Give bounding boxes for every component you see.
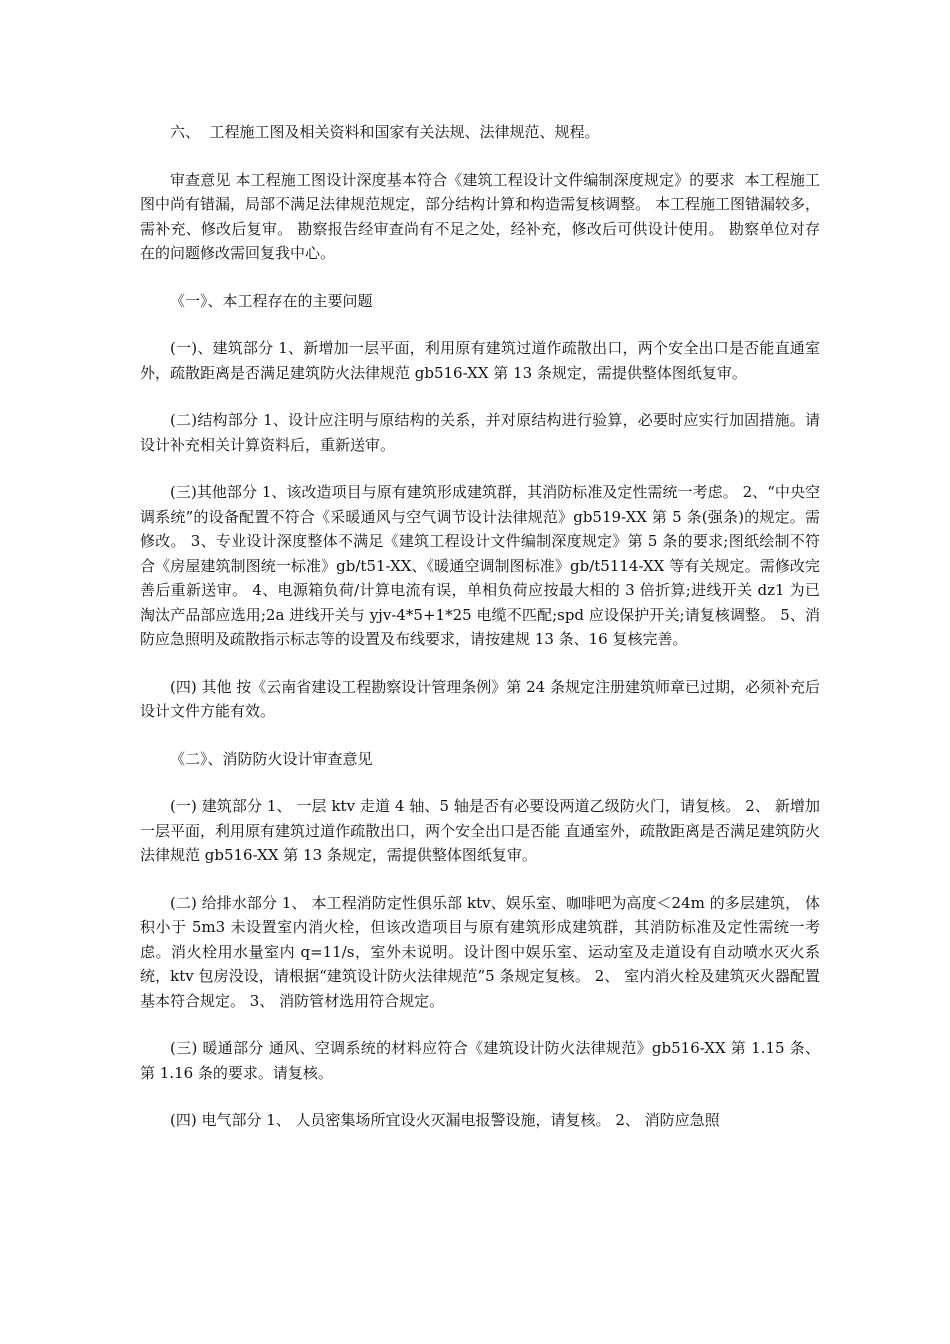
paragraph-structure: (二)结构部分 1、设计应注明与原结构的关系，并对原结构进行验算，必要时应实行加固措施。请设计补充相关计算资料后，重新送审。 bbox=[140, 411, 820, 454]
paragraph-architecture: (一)、建筑部分 1、新增加一层平面，利用原有建筑过道作疏散出口，两个安全出口是否能直通室外，疏散距离是否满足建筑防火法律规范 gb516-XX 第 13 条规定，需提供整体图纸复审。 bbox=[140, 339, 820, 382]
paragraph-section-six: 六、 工程施工图及相关资料和国家有关法规、法律规范、规程。 bbox=[170, 123, 600, 141]
paragraph-other: (四) 其他 按《云南省建设工程勘察设计管理条例》第 24 条规定注册建筑师章已过期，必须补充后设计文件方能有效。 bbox=[140, 677, 820, 720]
heading-fire-review: 《二》、消防防火设计审查意见 bbox=[170, 749, 373, 768]
document-body bbox=[140, 120, 820, 1156]
heading-main-issues: 《一》、本工程存在的主要问题 bbox=[170, 291, 373, 310]
paragraph-fire-water: (二) 给排水部分 1、 本工程消防定性俱乐部 ktv、娱乐室、咖啡吧为高度＜24m 的多层建筑， 体积小于 5m3 未设置室内消火栓，但该改造项目与原有建筑形成建筑群，其消防标准及定性需统一考虑。消火栓用水量室内 q=11/s，室外未说明。设计图中娱乐室、运动室及走道设有自动喷水灭火系统，ktv 包房没设，请根据“建筑设计防火法律规范”5 条规定复核。 2、 室内消火栓及建筑灭火器配置基本符合规定。 3、 消防管材选用符合规定。 bbox=[140, 893, 820, 1010]
paragraph-fire-electrical: (四) 电气部分 1、 人员密集场所宜设火灭漏电报警设施，请复核。 2、 消防应急照 bbox=[170, 1111, 720, 1129]
paragraph-fire-hvac: (三) 暖通部分 通风、空调系统的材料应符合《建筑设计防火法律规范》gb516-XX 第 1.15 条、第 1.16 条的要求。请复核。 bbox=[140, 1039, 820, 1082]
paragraph-other-parts: (三)其他部分 1、该改造项目与原有建筑形成建筑群，其消防标准及定性需统一考虑。 2、“中央空调系统”的设备配置不符合《采暖通风与空气调节设计法律规范》gb519-XX 第 5 条(强条)的规定。需修改。 3、专业设计深度整体不满足《建筑工程设计文件编制深度规定》第 5 条的要求;图纸绘制不符合《房屋建筑制图统一标准》gb/t51-XX、《暖通空调制图标准》gb/t5114-XX 等有关规定。需修改完善后重新送审。 4、电源箱负荷/计算电流有误，单相负荷应按最大相的 3 倍折算;进线开关 dz1 为已淘汰产品部应选用;2a 进线开关与 yjv-4*5+1*25 电缆不匹配;spd 应设保护开关;请复核调整。 5、消防应急照明及疏散指示标志等的设置及布线要求，请按建规 13 条、16 复核完善。 bbox=[140, 483, 820, 648]
paragraph-fire-architecture: (一) 建筑部分 1、 一层 ktv 走道 4 轴、5 轴是否有必要设两道乙级防火门，请复核。 2、 新增加一层平面，利用原有建筑过道作疏散出口，两个安全出口是否能 直通室外，疏散距离是否满足建筑防火法律规范 gb516-XX 第 13 条规定，需提供整体图纸复审。 bbox=[140, 797, 820, 864]
paragraph-review-opinion: 审查意见 本工程施工图设计深度基本符合《建筑工程设计文件编制深度规定》的要求 本工程施工图中尚有错漏，局部不满足法律规范规定，部分结构计算和构造需复核调整。 本工程施工图错漏较多，需补充、修改后复审。 勘察报告经审查尚有不足之处，经补充，修改后可供设计使用。 勘察单位对存在的问题修改需回复我中心。 bbox=[140, 170, 820, 262]
